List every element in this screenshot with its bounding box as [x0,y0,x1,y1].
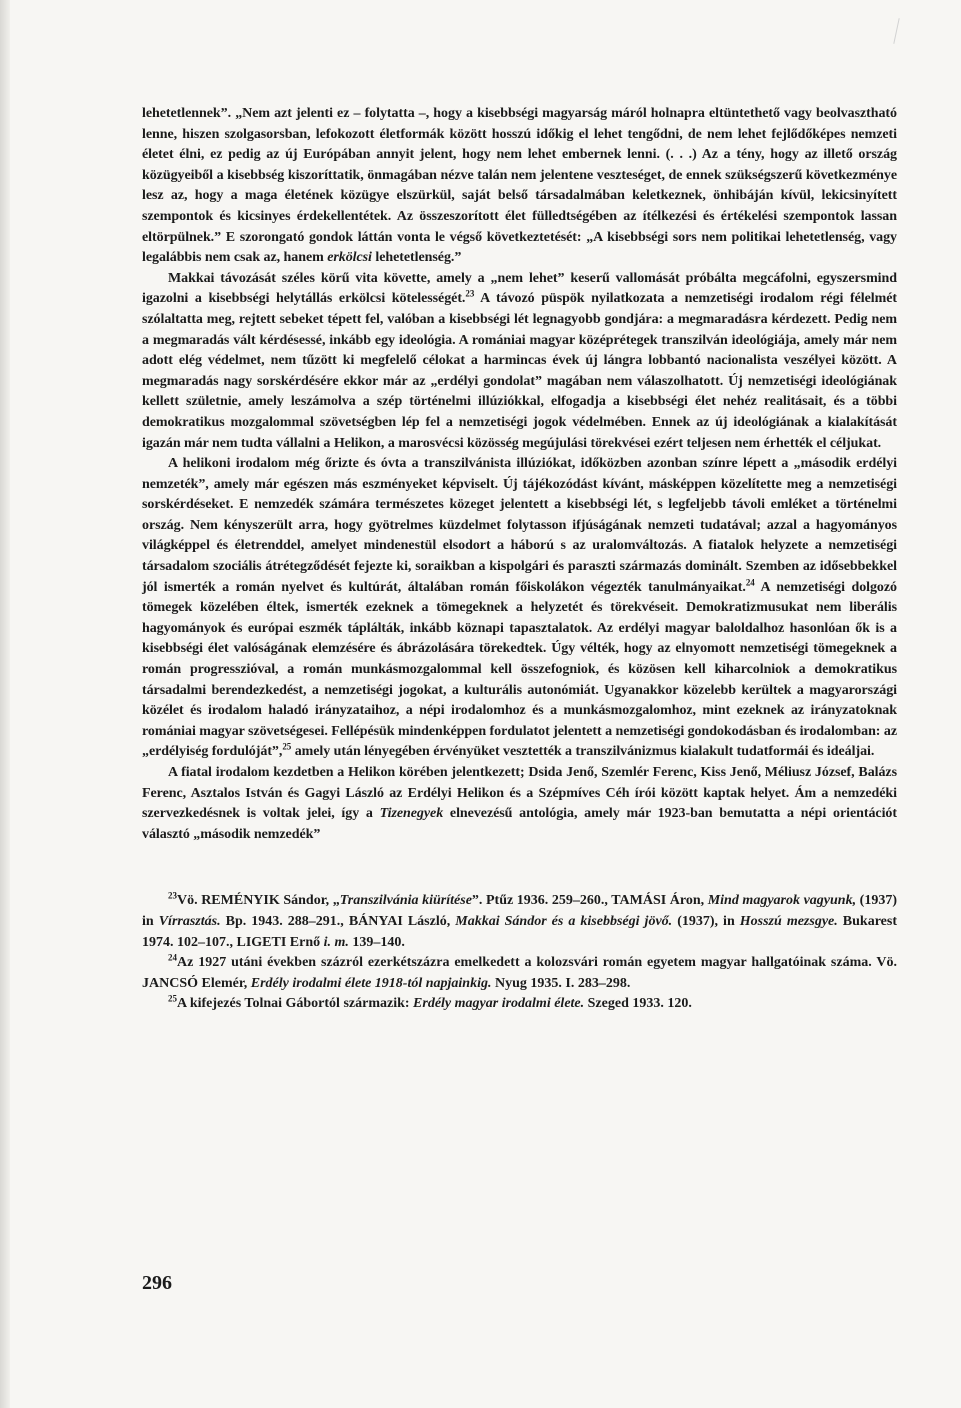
paragraph-1 [142,104,897,269]
text-run: elnevezésű antológia, amely már 1923-ban bemutatta a népi orientációt választó „második nemzedék” [142,806,897,842]
footnote-number: 25 [168,993,177,1004]
page-number: 296 [142,1272,172,1294]
text-run: A távozó püspök nyilatkozata a nemzetiségi irodalom régi félelmét szólaltatta meg, rejtett sebeket tépett fel, valóban a kisebbségi lét legnagyobb gondjára: a megmaradásra kérdezett. Pedig nem a megmaradás vált kérdésessé, inkább egy ideológia. A romániai magyar középrétegek transzilván ideológiája, amely már nem adott elég védelmet, nem tűzött ki megfelelő célokat a harmincas évek új lángra lobbantó nacionalista veszélyei között. A megmaradás nagy sorskérdésére ekkor már az „erdélyi gondolat” magában nem válaszolhatott. Új nemzetiségi ideológiának kellett születnie, amely leszámolva a szép történelmi illúziókkal, elfogadja a kisebbségi élet nehéz realitásait, és a többi demokratikus mozgalommal szövetségben lép fel a nemzetiségi jogok védelmében. Ennek az új ideológiának a kialakítását igazán már nem tudta vállalni a Helikon, a marosvécsi közösség megújulási törekvései ezért teljesen nem érhették el céljukat. [142,291,897,451]
italic-text: Hosszú mezsgye. [739,913,838,929]
italic-text: Transzilvánia kiürítése [339,893,472,909]
text-run: Az 1927 utáni években százról ezerkétszázra emelkedett a kolozsvári román egyetem magyar hallgatóinak száma. Vö. JANCSÓ Elemér, [142,955,897,991]
text-run: Szeged 1933. 120. [584,996,692,1012]
italic-text: Vírrasztás. [158,913,221,929]
footnote-number: 24 [168,952,177,963]
footnote-number: 23 [168,890,177,901]
text-run: ”. Ptűz 1936. 259–260., TAMÁSI Áron, [471,893,708,909]
italic-text: Erdély magyar irodalmi élete. [413,996,585,1012]
text-run: Vö. REMÉNYIK Sándor, „ [177,893,340,909]
text-run: Nyug 1935. I. 283–298. [491,975,631,991]
italic-text: erkölcsi [327,250,372,266]
italic-text: Makkai Sándor és a kisebbségi jövő. [455,913,673,929]
footnote-reference: 25 [282,741,292,752]
page-content [142,104,897,1015]
footnote-reference: 24 [745,577,755,587]
text-run: A kifejezés Tolnai Gábortól származik: [177,996,414,1012]
footnote-reference: 23 [465,288,475,299]
text-run: A helikoni irodalom még őrizte és óvta a transzilvánista illúziókat, időközben azonban színre lépett a „második erdélyi nemzeték”, amely már egészen más eszményeket képviselt. Új tájékozódást kívánt, másképpen közelítette meg a nemzetiségi sorskérdéseket. E nemzedék számára természetes közeget jelentett a kisebbségi lét, s legfeljebb távoli emléket a történelmi ország. Nem kényszerült arra, hogy gyötrelmes küzdelmet folytasson ifjúságának nemzeti tudatával; azzal a hagyományos világképpel és életrenddel, amelyet mindenestül elsodort a háború s az uralomváltozás. A fiatalok helyzete a nemzetiségi társadalom szociális átrétegződését fejezte ki, soraikban a kispolgári és paraszti származás dominált. Szemben az idősebbekkel jól ismerték a román nyelvet és kultúrát, általában román főiskolákon végezték tanulmányaikat. [142,456,897,595]
text-run: amely után lényegében érvényüket vesztették a transzilvánizmus kialakult tudatformái és ideáljai. [291,744,875,760]
footnote-25 [142,994,897,1015]
paragraph-4 [142,763,897,845]
scan-artifact-mark [893,18,899,44]
footnotes [142,891,897,1015]
text-run: 139–140. [348,934,405,950]
body-text [142,104,897,845]
scan-shadow-edge [0,0,10,1408]
text-run: (1937), in [672,913,740,929]
text-run: (1937) in [142,893,897,929]
text-run: Bp. 1943. 288–291., BÁNYAI László, [220,913,456,929]
footnote-24 [142,953,897,994]
paragraph-3 [142,454,897,763]
text-run: A nemzetiségi dolgozó tömegek közelében éltek, ismerték ezeknek a tömegeknek a helyzetét és törekvéseit. Demokratizmusukat nem liberális hagyományok és európai eszmék táplálták, inkább köznapi tapasztalatok. Az erdélyi magyar baloldalhoz hasonlóan ők is a kisebbségi élet valóságának elemzésére és ábrázolására törekedtek. Úgy vélték, hogy az elnyomott nemzetiségi tömegeknek a román progresszióval, a román munkásmozgalommal kell összefogniok, és közösen kell kiharcolniok a demokratikus társadalmi berendezkedést, a nemzetiségi jogokat, a kulturális autonómiát. Ugyanakkor közelebb kerültek a magyarországi közélet és irodalom haladó irányzataihoz, a népi irodalomhoz és a munkásmozgalomhoz, mint ezeknek az irányzatoknak romániai magyar szövetségesei. Fellépésük mindenképpen fordulatot jelentett a nemzetiségi gondokodásban és irodalomban: az „erdélyiség fordulóját”, [142,579,897,760]
italic-text: Tizenegyek [379,806,444,822]
text-run: lehetetlennek”. „Nem azt jelenti ez – folytatta –, hogy a kisebbségi magyarság máról holnapra eltüntethető vagy beolvasztható lenne, hiszen szolgasorsban, lefokozott életformák között hosszú időkig el lehet tengődni, de nem lehet fejlődőképes nemzeti életet élni, ez pedig az új Európában annyit jelent, hogy nem lehet embernek lenni. (. . .) Az a tény, hogy az illető ország közügyeiből a kisebbség kiszoríttatik, önmagában nézve talán nem jelentene veszteséget, de ennek szükségszerű következménye lesz az, hogy a maga életének közügye elszürkül, saját belső társadalmában keletkeznek, önhibáján kívül, lekicsinyített szempontok és kicsinyes érdekellentétek. Az összeszorított élet fülledtségében az ítélkezési és értékelési szempontok lassan eltörpülnek.” E szorongató gondok láttán vonta le végső következtetését: „A kisebbségi sors nem politikai lehetetlenség, vagy legalábbis nem csak az, hanem [142,106,897,266]
text-run: lehetetlenség.” [371,250,462,266]
italic-text: i. m. [323,934,349,950]
paragraph-2 [142,269,897,454]
italic-text: Erdély irodalmi élete 1918-tól napjainkig. [250,975,492,991]
italic-text: Mind magyarok vagyunk, [707,893,857,909]
text-run: Bukarest 1974. 102–107., LIGETI Ernő [142,913,897,950]
footnote-23 [142,891,897,953]
text-run: Makkai távozását széles körű vita követte, amely a „nem lehet” keserű vallomását próbálta megcáfolni, egyszersmind igazolni a kisebbségi helytállás erkölcsi kötelességét. [142,270,897,307]
text-run: A fiatal irodalom kezdetben a Helikon körében jelentkezett; Dsida Jenő, Szemlér Ferenc, Kiss Jenő, Méliusz József, Balázs Ferenc, Asztalos István és Gagyi László az Erdélyi Helikon és a Szépmíves Céh írói között kaptak helyet. Ám a nemzedéki szervezkedésnek is voltak jelei, így a [142,765,897,822]
